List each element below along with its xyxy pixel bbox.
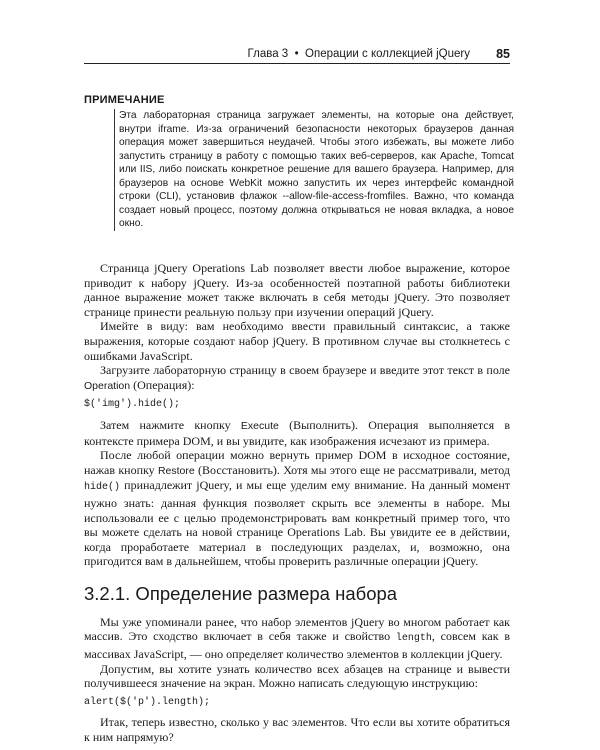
- text-run: Загрузите лабораторную страницу в своем браузере и введите этот текст в поле: [100, 363, 510, 378]
- main-text: [84, 261, 510, 745]
- text-run: Затем нажмите кнопку: [100, 417, 241, 432]
- running-header: [84, 37, 510, 64]
- running-title: [248, 48, 470, 60]
- text-run: (Восстановить). Хотя мы этого еще не рассматривали, метод: [194, 462, 510, 477]
- page-number: 85: [496, 47, 510, 61]
- note-title: ПРИМЕЧАНИЕ: [84, 94, 165, 106]
- text-run: Мы уже упоминали ранее, что набор элементов jQuery во многом работает как массив. Это сходство включает в себя также и свойство: [84, 614, 510, 644]
- section-heading: 3.2.1. Определение размера набора: [84, 582, 398, 604]
- text-run: После любой операции можно вернуть пример DOM в исходное состояние, нажав кнопку: [84, 448, 510, 477]
- text-run: принадлежит jQuery, и мы еще уделим ему внимание. На данный момент нужно знать: данная функция позволяет скрыть все элементы в наборе. Мы использовали ее с целью продемонстрировать вам конкретный пример того, что вы можете сделать на новой странице Operations Lab. Вы увидите ее в действии, когда проработаете материал в последующих разделах, и, возможно, она пригодится вам в дальнейшем, чтобы проверить различные операции jQuery.: [84, 478, 510, 569]
- code-line: alert($('p').length);: [84, 696, 211, 708]
- chapter-label: Глава 3: [247, 48, 289, 60]
- text-run: (Выполнить). Операция выполняется в контексте примера DOM, и вы увидите, как изображения исчезают из примера.: [84, 417, 511, 448]
- paragraph: [84, 448, 510, 569]
- paragraph: Допустим, вы хотите узнать количество всех абзацев на странице и вывести получившееся значение на экран. Можно написать следующую инструкцию:: [84, 661, 510, 691]
- text-run: , совсем как в массивах JavaScript, — оно определяет количество элементов в коллекции jQuery.: [84, 629, 510, 662]
- paragraph: Имейте в виду: вам необходимо ввести правильный синтаксис, а также выражения, которые создают набор jQuery. В противном случае вы столкнетесь с ошибками JavaScript.: [84, 319, 510, 363]
- ui-term: Restore: [157, 464, 195, 477]
- text-run: (Операция):: [130, 377, 195, 392]
- code-line: $('img').hide();: [84, 399, 181, 411]
- paragraph: Страница jQuery Operations Lab позволяет ввести любое выражение, которое приводит к набору jQuery. Из-за особенностей поэтапной работы библиотеки данное выражение может также включать в себя методы jQuery. Это позволяет странице принести реальную пользу при изучении операций jQuery.: [84, 261, 510, 319]
- chapter-title: Операции с коллекцией jQuery: [305, 48, 470, 60]
- note-box: [84, 94, 514, 231]
- paragraph: [84, 363, 510, 393]
- note-text: Эта лабораторная страница загружает элементы, на которые она действует, внутри iframe. Из-за ограничений безопасности некоторых браузеров данная операция может завершиться неудачей. Чтобы этого избежать, вы можете либо запустить страницу в работу с помощью таких веб-серверов, как Apache, Tomcat или IIS, либо поискать конкретное решение для вашего браузера. Например, для браузеров на основе WebKit можно запустить их через интерфейс командной строки (CLI), установив флажок --allow-file-access-fromfiles. Важно, что команда создает новый процесс, поэтому должна открываться не новая вкладка, а новое окно.: [114, 109, 514, 231]
- header-bullet: •: [294, 48, 299, 60]
- paragraph: Итак, теперь известно, сколько у вас элементов. Что если вы хотите обратиться к ним напрямую?: [84, 715, 510, 745]
- paragraph: [84, 615, 510, 662]
- paragraph: [84, 418, 510, 448]
- inline-code: hide(): [84, 482, 121, 494]
- ui-term: Operation: [84, 379, 131, 392]
- inline-code: length: [395, 633, 432, 645]
- ui-term: Execute: [240, 419, 279, 432]
